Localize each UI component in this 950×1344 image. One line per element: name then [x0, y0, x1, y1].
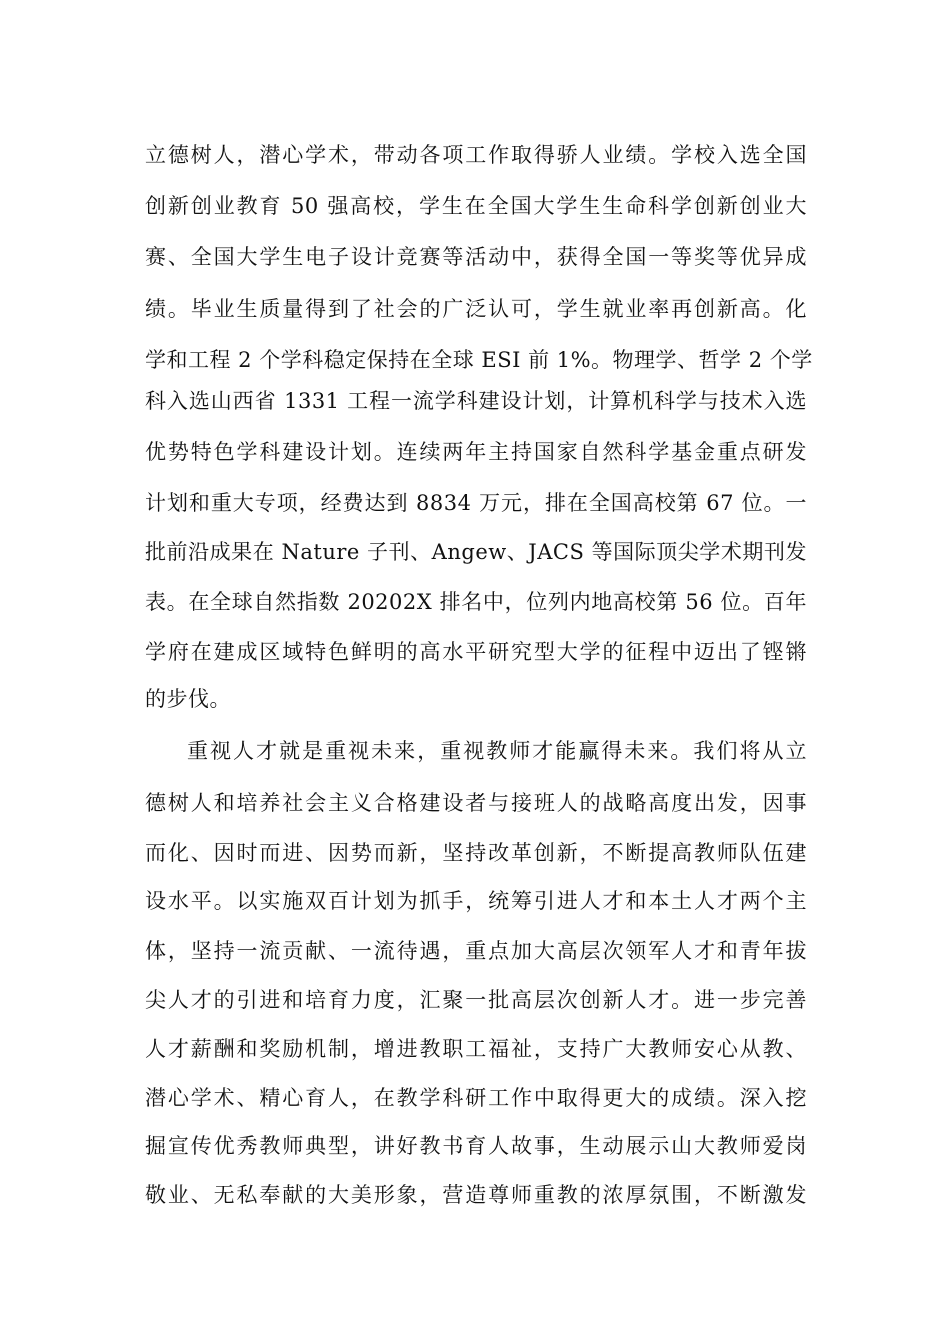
paragraph-1-line-5: 学和工程 2 个学科稳定保持在全球 ESI 前 1%。物理学、哲学 2 个学	[145, 348, 813, 372]
paragraph-1-line-10: 表。在全球自然指数 20202X 排名中，位列内地高校第 56 位。百年	[145, 590, 807, 614]
paragraph-1-line-11: 学府在建成区域特色鲜明的高水平研究型大学的征程中迈出了铿锵	[145, 640, 807, 664]
paragraph-2-line-1: 重视人才就是重视未来，重视教师才能赢得未来。我们将从立	[187, 739, 807, 763]
paragraph-2-line-4: 设水平。以实施双百计划为抓手，统筹引进人才和本土人才两个主	[145, 889, 807, 913]
paragraph-1-line-3: 赛、全国大学生电子设计竞赛等活动中，获得全国一等奖等优异成	[145, 245, 807, 269]
paragraph-1-line-9: 批前沿成果在 Nature 子刊、Angew、JACS 等国际顶尖学术期刊发	[145, 540, 807, 564]
paragraph-1-line-2: 创新创业教育 50 强高校，学生在全国大学生生命科学创新创业大	[145, 194, 807, 218]
paragraph-1-line-8: 计划和重大专项，经费达到 8834 万元，排在全国高校第 67 位。一	[145, 491, 807, 515]
paragraph-1-line-4: 绩。毕业生质量得到了社会的广泛认可，学生就业率再创新高。化	[145, 297, 807, 321]
paragraph-1-line-12: 的步伐。	[145, 687, 231, 711]
paragraph-2-line-7: 人才薪酬和奖励机制，增进教职工福祉，支持广大教师安心从教、	[145, 1037, 807, 1061]
paragraph-2-line-6: 尖人才的引进和培育力度，汇聚一批高层次创新人才。进一步完善	[145, 988, 807, 1012]
paragraph-1-line-7: 优势特色学科建设计划。连续两年主持国家自然科学基金重点研发	[145, 440, 807, 464]
paragraph-1-line-1: 立德树人，潜心学术，带动各项工作取得骄人业绩。学校入选全国	[145, 143, 807, 167]
paragraph-2-line-8: 潜心学术、精心育人，在教学科研工作中取得更大的成绩。深入挖	[145, 1086, 807, 1110]
paragraph-2-line-9: 掘宣传优秀教师典型，讲好教书育人故事，生动展示山大教师爱岗	[145, 1134, 807, 1158]
paragraph-2-line-3: 而化、因时而进、因势而新，坚持改革创新，不断提高教师队伍建	[145, 841, 807, 865]
paragraph-2-line-5: 体，坚持一流贡献、一流待遇，重点加大高层次领军人才和青年拔	[145, 939, 807, 963]
paragraph-2-line-10: 敬业、无私奉献的大美形象，营造尊师重教的浓厚氛围，不断激发	[145, 1183, 807, 1207]
paragraph-2-line-2: 德树人和培养社会主义合格建设者与接班人的战略高度出发，因事	[145, 791, 807, 815]
paragraph-1-line-6: 科入选山西省 1331 工程一流学科建设计划，计算机科学与技术入选	[145, 389, 807, 413]
